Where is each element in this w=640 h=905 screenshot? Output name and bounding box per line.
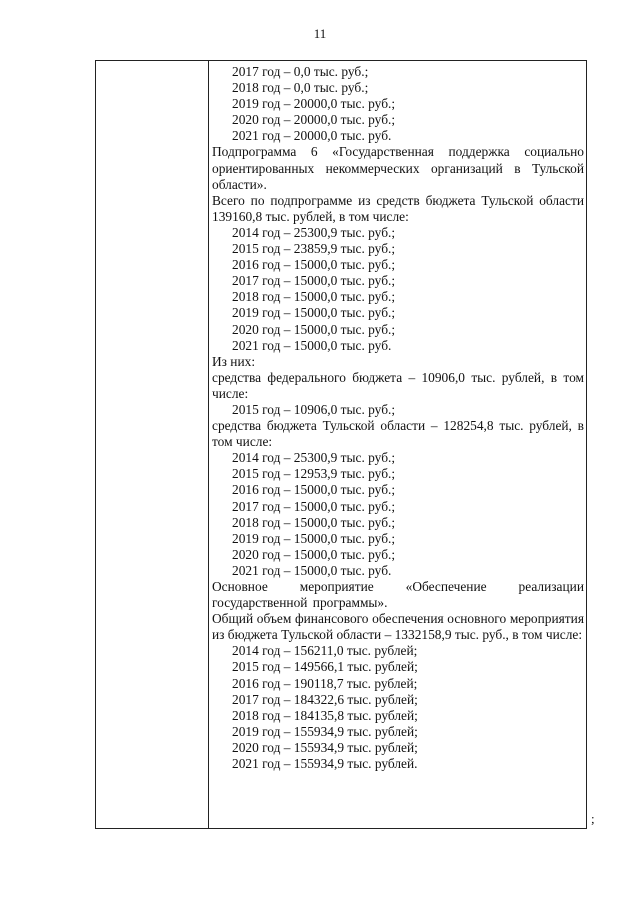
list-item: 2020 год – 15000,0 тыс. руб.; — [232, 321, 396, 337]
list-item: 2016 год – 15000,0 тыс. руб.; — [232, 257, 396, 273]
list-item: 2020 год – 15000,0 тыс. руб.; — [232, 546, 396, 562]
list-item: 2015 год – 10906,0 тыс. руб.; — [232, 401, 396, 417]
trailing-semicolon: ; — [591, 811, 595, 826]
funding-text-cell — [212, 64, 584, 772]
of-them-label: Из них: — [212, 353, 256, 369]
list-item: 2019 год – 15000,0 тыс. руб.; — [232, 305, 396, 321]
main-activity-total: Общий объем финансового обеспечения основного мероприятия из бюджета Тульской области – 1332158,9 тыс. руб., в том числе: — [212, 611, 584, 643]
list-item: 2019 год – 15000,0 тыс. руб.; — [232, 530, 396, 546]
list-item: 2014 год – 25300,9 тыс. руб.; — [232, 450, 396, 466]
column-divider — [208, 61, 209, 828]
list-item: 2019 год – 155934,9 тыс. рублей; — [232, 723, 418, 739]
list-item: 2015 год – 149566,1 тыс. рублей; — [232, 659, 418, 675]
list-item: 2014 год – 25300,9 тыс. руб.; — [232, 224, 396, 240]
list-item: 2021 год – 20000,0 тыс. руб. — [232, 128, 392, 144]
list-item: 2019 год – 20000,0 тыс. руб.; — [232, 96, 396, 112]
list-item: 2020 год – 155934,9 тыс. рублей; — [232, 739, 418, 755]
funding-table — [95, 60, 587, 829]
page-number: 11 — [313, 26, 327, 41]
main-activity-title: Основное мероприятие «Обеспечение реализации государственной программы». — [212, 579, 584, 611]
list-item: 2020 год – 20000,0 тыс. руб.; — [232, 112, 396, 128]
list-item: 2016 год – 190118,7 тыс. рублей; — [232, 675, 418, 691]
list-item: 2018 год – 0,0 тыс. руб.; — [232, 80, 369, 96]
list-item: 2021 год – 15000,0 тыс. руб. — [232, 562, 392, 578]
list-item: 2018 год – 184135,8 тыс. рублей; — [232, 707, 418, 723]
list-item: 2014 год – 156211,0 тыс. рублей; — [232, 643, 418, 659]
list-item: 2018 год – 15000,0 тыс. руб.; — [232, 289, 396, 305]
list-item: 2017 год – 15000,0 тыс. руб.; — [232, 273, 396, 289]
subprogram-6-title: Подпрограмма 6 «Государственная поддержка социально ориентированных некоммерческих организаций в Тульской области». — [212, 144, 584, 192]
list-item: 2015 год – 12953,9 тыс. руб.; — [232, 466, 396, 482]
list-item: 2021 год – 155934,9 тыс. рублей. — [232, 756, 418, 772]
list-item: 2016 год – 15000,0 тыс. руб.; — [232, 482, 396, 498]
list-item: 2018 год – 15000,0 тыс. руб.; — [232, 514, 396, 530]
subprogram-total: Всего по подпрограмме из средств бюджета Тульской области 139160,8 тыс. рублей, в том числе: — [212, 192, 584, 224]
list-item: 2015 год – 23859,9 тыс. руб.; — [232, 241, 396, 257]
federal-budget-text: средства федерального бюджета – 10906,0 тыс. рублей, в том числе: — [212, 369, 584, 401]
list-item: 2017 год – 0,0 тыс. руб.; — [232, 64, 369, 79]
list-item: 2017 год – 184322,6 тыс. рублей; — [232, 691, 418, 707]
list-item: 2017 год – 15000,0 тыс. руб.; — [232, 498, 396, 514]
regional-budget-text: средства бюджета Тульской области – 128254,8 тыс. рублей, в том числе: — [212, 418, 584, 450]
list-item: 2021 год – 15000,0 тыс. руб. — [232, 337, 392, 353]
